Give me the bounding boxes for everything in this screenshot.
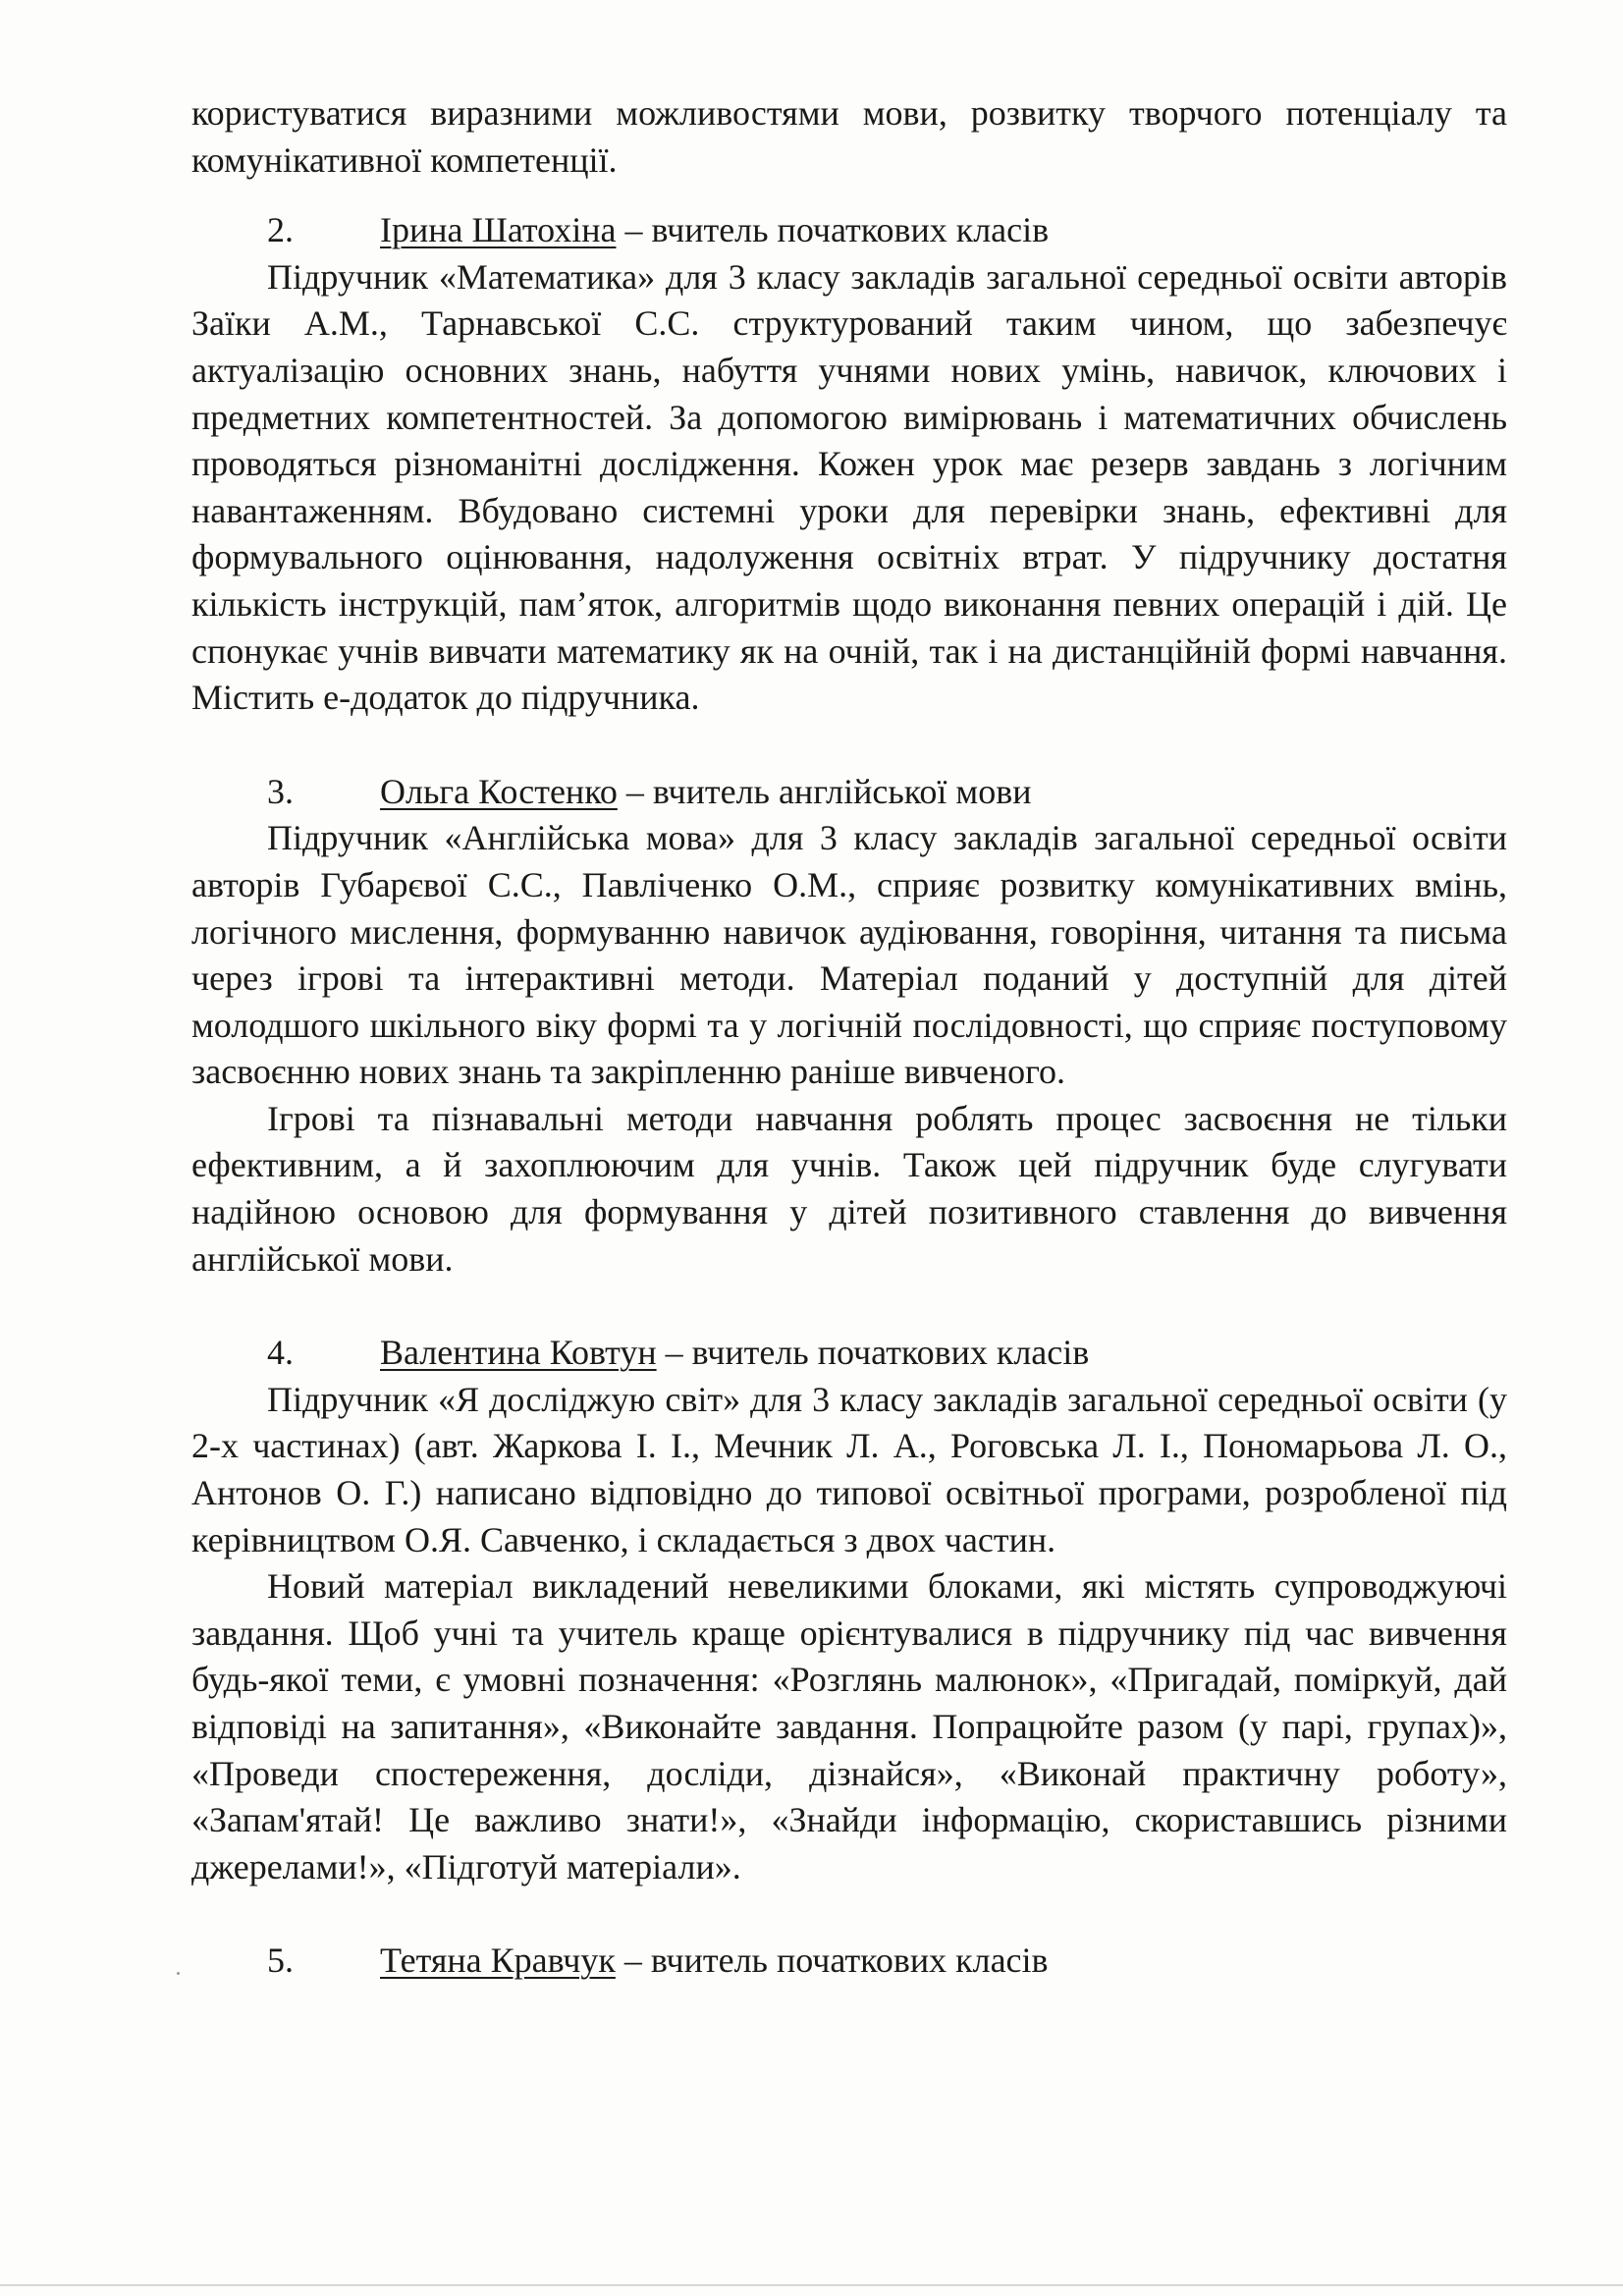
section-number: 3.	[267, 771, 294, 811]
teacher-role: – вчитель англійської мови	[617, 771, 1032, 811]
section-4	[191, 1330, 1507, 1890]
document-body	[191, 90, 1507, 1985]
section-number: 5.	[267, 1941, 294, 1981]
intro-paragraph: користуватися виразними можливостями мови, розвитку творчого потенціалу та комунікативної компетенції.	[191, 93, 1507, 180]
spacer	[191, 722, 1507, 769]
review-paragraph: Підручник «Я досліджую світ» для 3 класу закладів загальної середньої освіти (у 2-х частинах) (авт. Жаркова І. І., Мечник Л. А., Роговська Л. І., Пономарьова Л. О., Антонов О. Г.) написано відповідно до типової освітньої програми, розробленої під керівництвом О.Я. Савченко, і складається з двох частин.	[191, 1379, 1507, 1559]
section-5	[191, 1938, 1507, 1985]
teacher-name: Валентина Ковтун	[380, 1333, 657, 1373]
teacher-role: – вчитель початкових класів	[656, 1333, 1090, 1373]
spacer	[191, 184, 1507, 207]
section-heading	[191, 1330, 1507, 1377]
spacer	[191, 1890, 1507, 1938]
review-paragraph: Підручник «Математика» для 3 класу закладів загальної середньої освіти авторів Заїки А.М., Тарнавської С.С. структурований таким чином, що забезпечує актуалізацію основних знань, набуття учнями нових умінь, навичок, ключових і предметних компетентностей. За допомогою вимірювань і математичних обчислень проводяться різноманітні дослідження. Кожен урок має резерв завдань з логічним навантаженням. Вбудовано системні уроки для перевірки знань, ефективні для формувального оцінювання, надолуження освітніх втрат. У підручнику достатня кількість інструкцій, пам’яток, алгоритмів щодо виконання певних операцій і дій. Це спонукає учнів вивчати математику як на очній, так і на дистанційній формі навчання. Містить е-додаток до підручника.	[191, 256, 1507, 718]
section-number: 4.	[267, 1333, 294, 1373]
review-paragraph: Новий матеріал викладений невеликими блоками, які містять супроводжуючі завдання. Щоб учні та учитель краще орієнтувалися в підручнику під час вивчення будь-якої теми, є умовні позначення: «Розглянь малюнок», «Пригадай, поміркуй, дай відповіді на запитання», «Виконайте завдання. Попрацюйте разом (у парі, групах)», «Проведи спостереження, досліди, дізнайся», «Виконай практичну роботу», «Запам'ятай! Це важливо знати!», «Знайди інформацію, скориставшись різними джерелами!», «Підготуй матеріали».	[191, 1566, 1507, 1886]
teacher-role: – вчитель початкових класів	[615, 1941, 1049, 1981]
section-heading	[191, 1938, 1507, 1985]
section-2	[191, 207, 1507, 722]
scan-speck	[177, 1972, 180, 1975]
review-paragraph: Ігрові та пізнавальні методи навчання роблять процес засвоєння не тільки ефективним, а й захоплюючим для учнів. Також цей підручник буде слугувати надійною основою для формування у дітей позитивного ставлення до вивчення англійської мови.	[191, 1098, 1507, 1279]
teacher-name: Ірина Шатохіна	[380, 210, 617, 250]
teacher-name: Тетяна Кравчук	[380, 1941, 616, 1981]
section-heading	[191, 207, 1507, 254]
spacer	[191, 1283, 1507, 1330]
scan-edge-line	[0, 2284, 1623, 2286]
teacher-name: Ольга Костенко	[380, 771, 618, 811]
review-paragraph: Підручник «Англійська мова» для 3 класу закладів загальної середньої освіти авторів Губарєвої С.С., Павліченко О.М., сприяє розвитку комунікативних вмінь, логічного мислення, формуванню навичок аудіювання, говоріння, читання та письма через ігрові та інтерактивні методи. Матеріал поданий у доступній для дітей молодшого шкільного віку формі та у логічній послідовності, що сприяє поступовому засвоєнню нових знань та закріпленню раніше вивченого.	[191, 818, 1507, 1092]
section-heading	[191, 769, 1507, 816]
section-number: 2.	[267, 210, 294, 250]
section-3	[191, 769, 1507, 1284]
teacher-role: – вчитель початкових класів	[616, 210, 1050, 250]
